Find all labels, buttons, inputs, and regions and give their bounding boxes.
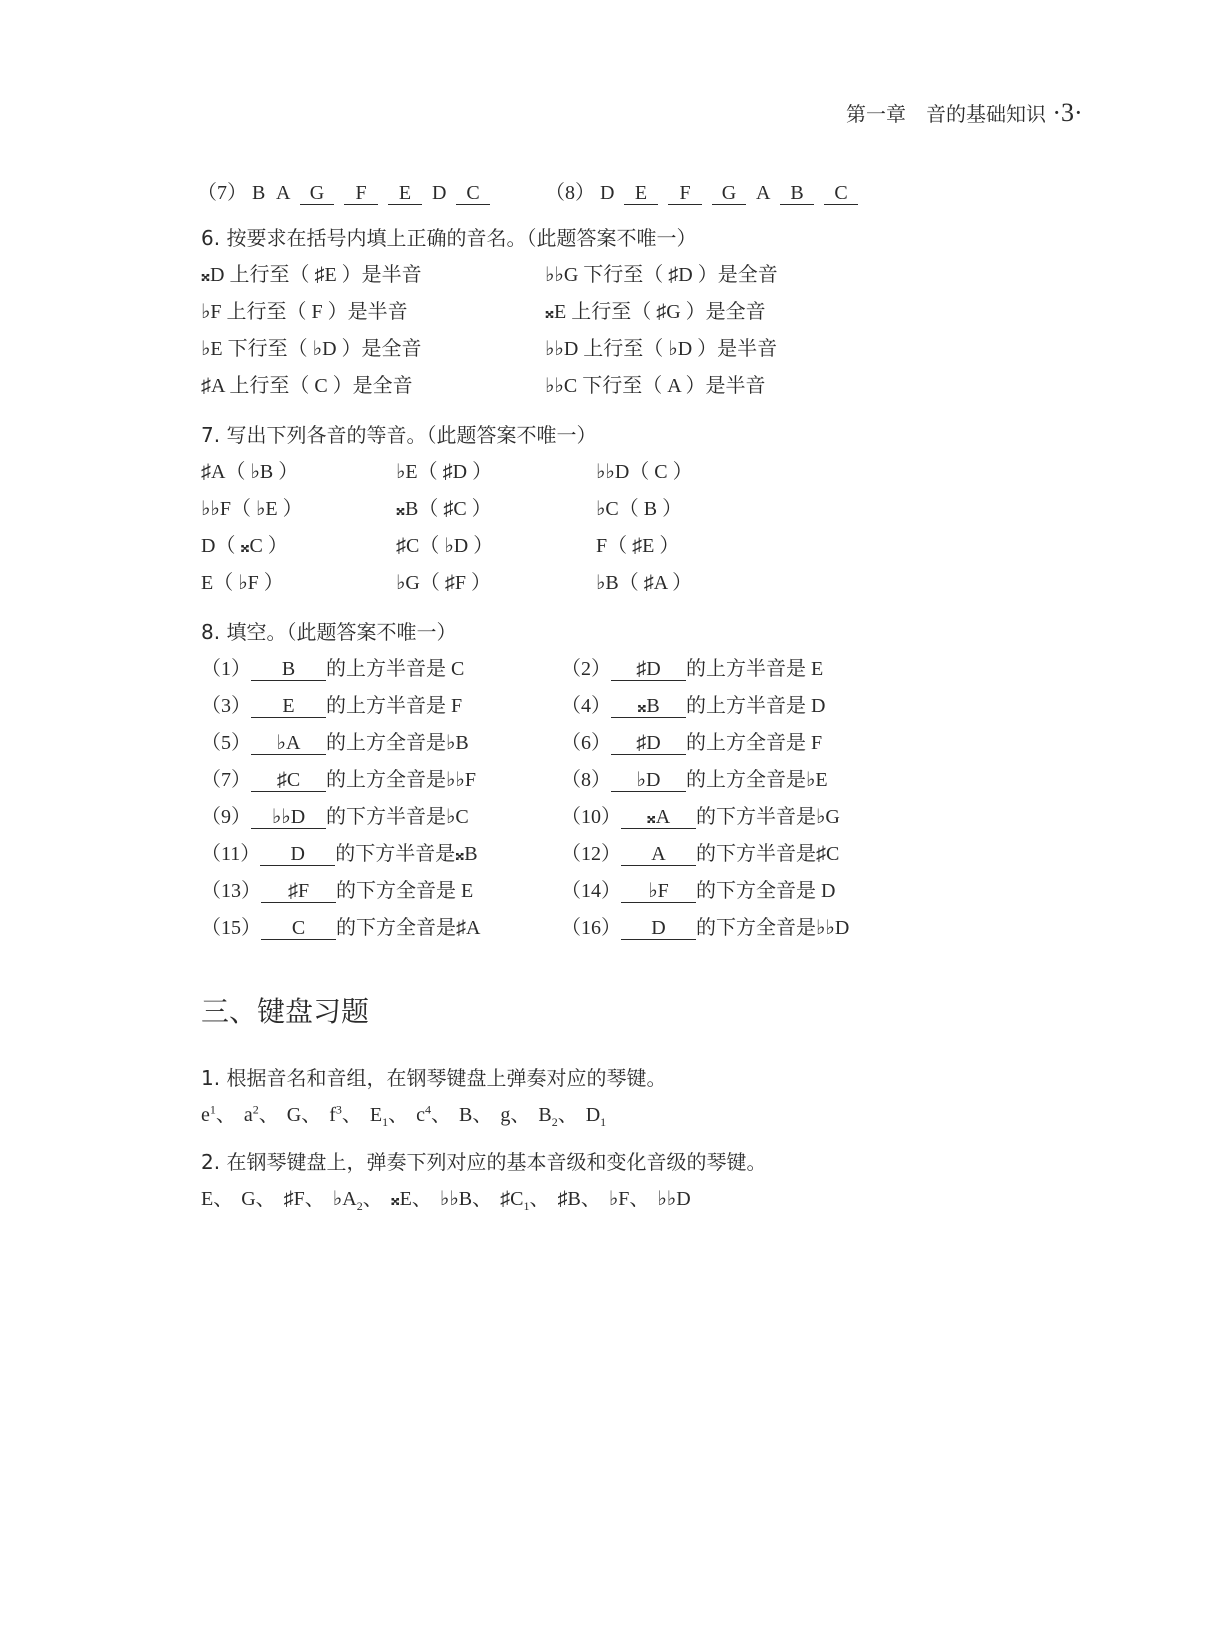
answer-note: E	[388, 183, 422, 205]
keyboard-q2-notes	[201, 1182, 691, 1214]
item-statement: 的下方全音是♭♭D	[696, 917, 850, 939]
answer-blank: ♭D	[611, 770, 686, 792]
q8-item	[561, 800, 840, 829]
separator: 、	[580, 1188, 601, 1210]
note-base: ♭F	[608, 1188, 630, 1210]
item-statement: 的上方半音是 F	[326, 695, 463, 717]
item-statement: 的下方全音是 E	[336, 880, 474, 902]
separator: 、	[301, 1104, 322, 1126]
q8-item	[561, 726, 822, 755]
answer-blank: ♯F	[261, 881, 336, 903]
q8-item	[201, 689, 462, 718]
octave-superscript: 1	[209, 1102, 216, 1117]
item-number: （14）	[561, 880, 621, 902]
row-8	[545, 176, 868, 205]
note-base: G	[286, 1104, 302, 1126]
octave-superscript: 3	[335, 1102, 342, 1117]
item-statement: 的下方全音是 D	[696, 880, 836, 902]
q7-item: ♭E（ ♯D ）	[396, 461, 493, 483]
note-base: ♭A	[332, 1188, 357, 1210]
note	[287, 1104, 301, 1126]
note-base: E	[201, 1188, 214, 1210]
item-statement: 的下方半音是♭C	[326, 806, 469, 828]
answer-note: C	[456, 183, 490, 205]
separator: 、	[304, 1188, 325, 1210]
q6-item: ♭♭D 上行至（ ♭D ）是半音	[545, 338, 778, 360]
note-base: G	[241, 1188, 256, 1210]
answer-blank: 𝄪B	[611, 696, 686, 718]
q8-item	[561, 837, 839, 866]
separator: 、	[388, 1104, 409, 1126]
note-base: ♯F	[283, 1188, 305, 1210]
octave-subscript: 1	[523, 1199, 530, 1213]
note-base: e	[201, 1104, 210, 1126]
q7-item: F（ ♯E ）	[596, 535, 680, 557]
octave-subscript: 2	[551, 1115, 558, 1129]
separator: 、	[431, 1104, 452, 1126]
separator: 、	[472, 1104, 493, 1126]
answer-blank: B	[251, 659, 326, 681]
item-statement: 的下方全音是♯A	[336, 917, 481, 939]
q8-title: 8. 填空。（此题答案不唯一）	[201, 620, 457, 644]
item-statement: 的上方半音是 C	[326, 658, 465, 680]
answer-note: B	[780, 183, 814, 205]
note	[329, 1104, 342, 1126]
separator: 、	[215, 1104, 236, 1126]
keyboard-q1: 1. 根据音名和音组，在钢琴键盘上弹奏对应的琴键。	[201, 1066, 667, 1090]
item-statement: 的上方全音是♭♭F	[326, 769, 476, 791]
answer-blank: D	[260, 844, 335, 866]
keyboard-q2: 2. 在钢琴键盘上，弹奏下列对应的基本音级和变化音级的琴键。	[201, 1150, 767, 1174]
q7-item: ♯C（ ♭D ）	[396, 535, 494, 557]
item-statement: 的下方半音是♭G	[696, 806, 840, 828]
note	[500, 1188, 530, 1213]
octave-subscript: 1	[382, 1115, 389, 1129]
item-label: （7）	[197, 182, 247, 204]
separator: 、	[529, 1188, 550, 1210]
separator: 、	[629, 1188, 650, 1210]
item-number: （9）	[201, 806, 251, 828]
answer-note: G	[712, 183, 746, 205]
item-number: （12）	[561, 843, 621, 865]
note	[416, 1104, 431, 1126]
note-base: E	[369, 1104, 383, 1126]
note	[332, 1188, 363, 1213]
q7-item: ♭♭D（ C ）	[596, 461, 693, 483]
octave-superscript: 4	[425, 1102, 432, 1117]
note-sequence	[252, 182, 500, 204]
note-base: a	[243, 1104, 253, 1126]
q7-item: E（ ♭F ）	[201, 572, 284, 594]
answer-blank: D	[621, 918, 696, 940]
item-number: （10）	[561, 806, 621, 828]
q6-item: ♯A 上行至（ C ）是全音	[201, 375, 413, 397]
separator: 、	[472, 1188, 493, 1210]
note	[609, 1188, 630, 1210]
q7-item: ♯A（ ♭B ）	[201, 461, 299, 483]
section-heading: 三、键盘习题	[201, 995, 370, 1028]
item-number: （7）	[201, 769, 251, 791]
note-base: c	[416, 1104, 426, 1126]
answer-note: E	[624, 183, 658, 205]
item-number: （2）	[561, 658, 611, 680]
octave-subscript: 2	[356, 1199, 363, 1213]
note-base: B	[459, 1104, 473, 1126]
note-base: 𝄪E	[390, 1188, 412, 1210]
answer-note: F	[668, 183, 702, 205]
q7-item: ♭♭F（ ♭E ）	[201, 498, 303, 520]
q8-item	[561, 763, 828, 792]
q8-item	[201, 763, 476, 792]
note	[500, 1104, 510, 1126]
running-header	[846, 98, 1083, 128]
item-number: （11）	[201, 843, 261, 865]
octave-superscript: 2	[252, 1102, 259, 1117]
note	[201, 1104, 216, 1126]
answer-blank: C	[261, 918, 336, 940]
answer-blank: ♭F	[621, 881, 696, 903]
q8-item	[201, 837, 478, 866]
item-number: （6）	[561, 732, 611, 754]
item-statement: 的上方全音是♭E	[686, 769, 828, 791]
note	[440, 1188, 472, 1210]
q6-item: ♭♭G 下行至（ ♯D ）是全音	[545, 264, 778, 286]
q6-title: 6. 按要求在括号内填上正确的音名。（此题答案不唯一）	[201, 226, 697, 250]
note	[201, 1188, 213, 1210]
note-base: D	[585, 1104, 601, 1126]
note	[657, 1188, 690, 1210]
note	[284, 1188, 305, 1210]
answer-blank: ♯C	[251, 770, 326, 792]
q8-item	[561, 689, 825, 718]
answer-note: F	[344, 183, 378, 205]
answer-blank: 𝄪A	[621, 807, 696, 829]
q8-item	[561, 874, 835, 903]
q7-title: 7. 写出下列各音的等音。（此题答案不唯一）	[201, 423, 597, 447]
item-number: （13）	[201, 880, 261, 902]
note	[244, 1104, 259, 1126]
note-base: ♯B	[557, 1188, 581, 1210]
q8-item	[561, 652, 823, 681]
note	[459, 1104, 472, 1126]
q6-item: ♭F 上行至（ F ）是半音	[201, 301, 408, 323]
answer-blank: ♭♭D	[251, 807, 326, 829]
note-base: ♯C	[500, 1188, 524, 1210]
q6-item: ♭♭C 下行至（ A ）是半音	[545, 375, 766, 397]
note-base: ♭♭B	[439, 1188, 473, 1210]
separator: 、	[341, 1104, 362, 1126]
octave-subscript: 1	[600, 1115, 607, 1129]
q6-item: 𝄪D 上行至（ ♯E ）是半音	[201, 264, 422, 286]
note-base: B	[538, 1104, 552, 1126]
row-7	[197, 176, 500, 205]
item-statement: 的上方半音是 E	[686, 658, 824, 680]
note: B	[252, 182, 266, 204]
page-number: ·3·	[1052, 98, 1083, 127]
answer-blank: E	[251, 696, 326, 718]
separator: 、	[411, 1188, 432, 1210]
separator: 、	[362, 1188, 383, 1210]
answer-blank: A	[621, 844, 696, 866]
separator: 、	[510, 1104, 531, 1126]
q7-item: D（ 𝄪C ）	[201, 535, 288, 557]
separator: 、	[258, 1104, 279, 1126]
item-statement: 的上方全音是 F	[686, 732, 823, 754]
q8-item	[201, 652, 464, 681]
note: D	[432, 182, 447, 204]
item-statement: 的上方全音是♭B	[326, 732, 469, 754]
note-sequence	[600, 182, 868, 204]
item-number: （1）	[201, 658, 251, 680]
item-number: （4）	[561, 695, 611, 717]
note	[241, 1188, 255, 1210]
answer-blank: ♯D	[611, 659, 686, 681]
answer-note: C	[824, 183, 858, 205]
item-number: （16）	[561, 917, 621, 939]
q7-item: ♭C（ B ）	[596, 498, 683, 520]
note: A	[756, 182, 771, 204]
chapter-title: 第一章 音的基础知识	[846, 102, 1046, 126]
item-number: （3）	[201, 695, 251, 717]
separator: 、	[213, 1188, 234, 1210]
note	[585, 1104, 607, 1129]
note	[369, 1104, 389, 1129]
answer-note: G	[300, 183, 334, 205]
note	[391, 1188, 412, 1210]
item-number: （5）	[201, 732, 251, 754]
q6-item: 𝄪E 上行至（ ♯G ）是全音	[545, 301, 766, 323]
item-number: （8）	[561, 769, 611, 791]
item-statement: 的下方半音是𝄪B	[335, 843, 478, 865]
note-base: g	[500, 1104, 511, 1126]
note	[557, 1188, 580, 1210]
note	[538, 1104, 558, 1129]
item-statement: 的上方半音是 D	[686, 695, 826, 717]
q7-item: 𝄪B（ ♯C ）	[396, 498, 492, 520]
q8-item	[201, 874, 473, 903]
separator: 、	[557, 1104, 578, 1126]
answer-blank: ♯D	[611, 733, 686, 755]
answer-blank: ♭A	[251, 733, 326, 755]
q8-item	[201, 726, 469, 755]
q8-item	[201, 911, 480, 940]
note: A	[276, 182, 291, 204]
q8-item	[561, 911, 849, 940]
q8-item	[201, 800, 469, 829]
item-number: （15）	[201, 917, 261, 939]
separator: 、	[255, 1188, 276, 1210]
note: D	[600, 182, 615, 204]
q7-item: ♭B（ ♯A ）	[596, 572, 693, 594]
item-label: （8）	[545, 182, 595, 204]
q6-item: ♭E 下行至（ ♭D ）是全音	[201, 338, 422, 360]
keyboard-q1-notes	[201, 1098, 606, 1130]
note-base: ♭♭D	[657, 1188, 691, 1210]
q7-item: ♭G（ ♯F ）	[396, 572, 491, 594]
note-base: f	[329, 1104, 336, 1126]
item-statement: 的下方半音是♯C	[696, 843, 840, 865]
